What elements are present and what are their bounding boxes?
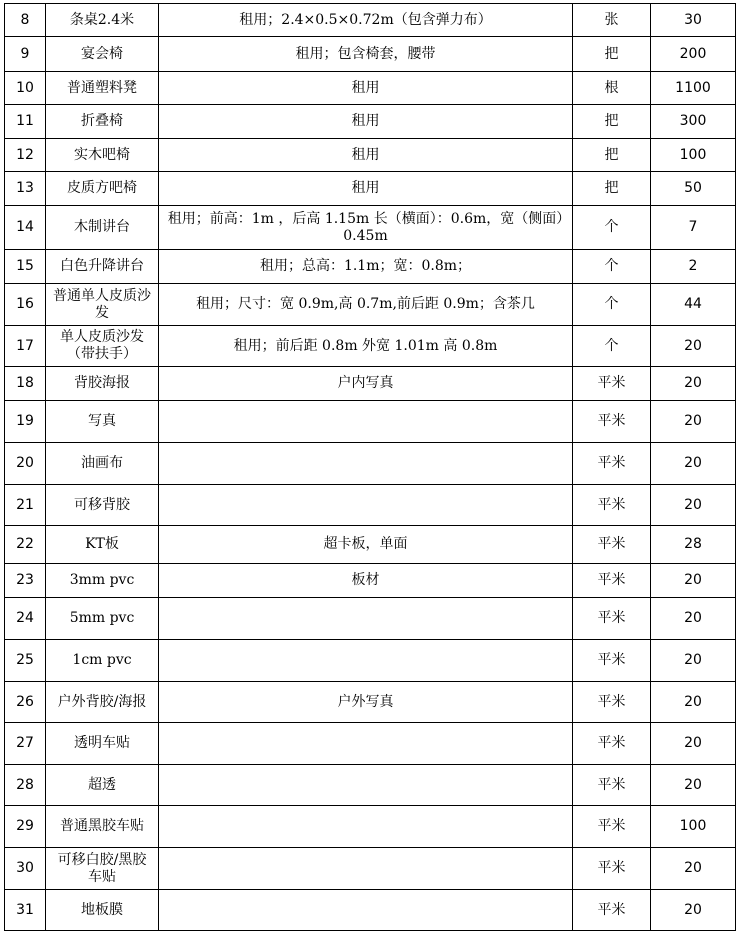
item-spec-cell: 租用；前后距 0.8m 外宽 1.01m 高 0.8m: [159, 326, 573, 367]
item-name-cell: 折叠椅: [46, 105, 159, 139]
item-name-cell: 地板膜: [46, 890, 159, 931]
item-name-cell: 透明车贴: [46, 723, 159, 765]
item-unit-cell: 把: [573, 105, 651, 139]
item-unit-cell: 平米: [573, 485, 651, 526]
item-unit-cell: 平米: [573, 640, 651, 682]
row-number-cell: 25: [5, 640, 46, 682]
item-name-cell: KT板: [46, 526, 159, 564]
item-spec-cell: 租用: [159, 72, 573, 105]
table-row: [5, 640, 736, 682]
item-spec-cell: [159, 640, 573, 682]
row-number-cell: 10: [5, 72, 46, 105]
item-quantity-cell: 2: [651, 250, 736, 284]
item-name-cell: 户外背胶/海报: [46, 682, 159, 723]
item-spec-cell: [159, 443, 573, 485]
item-unit-cell: 个: [573, 250, 651, 284]
row-number-cell: 8: [5, 4, 46, 37]
item-spec-cell: 租用: [159, 172, 573, 206]
row-number-cell: 23: [5, 564, 46, 598]
item-unit-cell: 张: [573, 4, 651, 37]
item-name-cell: 普通塑料凳: [46, 72, 159, 105]
table-row: [5, 4, 736, 37]
item-spec-cell: 超卡板，单面: [159, 526, 573, 564]
item-quantity-cell: 20: [651, 443, 736, 485]
item-name-cell: 可移白胶/黑胶车贴: [46, 848, 159, 890]
item-spec-cell: [159, 806, 573, 848]
item-quantity-cell: 100: [651, 139, 736, 172]
row-number-cell: 13: [5, 172, 46, 206]
row-number-cell: 12: [5, 139, 46, 172]
item-name-cell: 条桌2.4米: [46, 4, 159, 37]
table-row: [5, 172, 736, 206]
item-name-cell: 超透: [46, 765, 159, 806]
item-unit-cell: 个: [573, 326, 651, 367]
item-quantity-cell: 1100: [651, 72, 736, 105]
item-quantity-cell: 50: [651, 172, 736, 206]
item-unit-cell: 平米: [573, 443, 651, 485]
table-row: [5, 367, 736, 401]
item-spec-cell: 户内写真: [159, 367, 573, 401]
item-quantity-cell: 30: [651, 4, 736, 37]
item-spec-cell: [159, 401, 573, 443]
item-name-cell: 宴会椅: [46, 37, 159, 72]
item-unit-cell: 平米: [573, 682, 651, 723]
row-number-cell: 18: [5, 367, 46, 401]
item-quantity-cell: 20: [651, 485, 736, 526]
item-unit-cell: 平米: [573, 564, 651, 598]
row-number-cell: 15: [5, 250, 46, 284]
row-number-cell: 17: [5, 326, 46, 367]
item-spec-cell: [159, 485, 573, 526]
item-quantity-cell: 20: [651, 564, 736, 598]
item-unit-cell: 平米: [573, 890, 651, 931]
table-row: [5, 848, 736, 890]
item-unit-cell: 把: [573, 172, 651, 206]
item-spec-cell: 租用；包含椅套，腰带: [159, 37, 573, 72]
table-row: [5, 37, 736, 72]
item-name-cell: 皮质方吧椅: [46, 172, 159, 206]
row-number-cell: 14: [5, 206, 46, 250]
table-row: [5, 682, 736, 723]
item-quantity-cell: 20: [651, 598, 736, 640]
row-number-cell: 30: [5, 848, 46, 890]
row-number-cell: 28: [5, 765, 46, 806]
item-quantity-cell: 200: [651, 37, 736, 72]
row-number-cell: 27: [5, 723, 46, 765]
item-unit-cell: 平米: [573, 723, 651, 765]
item-quantity-cell: 20: [651, 640, 736, 682]
table-row: [5, 723, 736, 765]
row-number-cell: 9: [5, 37, 46, 72]
row-number-cell: 16: [5, 284, 46, 326]
table-row: [5, 485, 736, 526]
item-quantity-cell: 44: [651, 284, 736, 326]
item-name-cell: 3mm pvc: [46, 564, 159, 598]
item-quantity-cell: 20: [651, 401, 736, 443]
item-quantity-cell: 300: [651, 105, 736, 139]
table-row: [5, 72, 736, 105]
table-row: [5, 250, 736, 284]
item-name-cell: 写真: [46, 401, 159, 443]
item-name-cell: 1cm pvc: [46, 640, 159, 682]
item-quantity-cell: 100: [651, 806, 736, 848]
item-unit-cell: 把: [573, 139, 651, 172]
item-quantity-cell: 20: [651, 765, 736, 806]
table-row: [5, 206, 736, 250]
item-spec-cell: 租用: [159, 105, 573, 139]
item-quantity-cell: 20: [651, 367, 736, 401]
item-unit-cell: 平米: [573, 401, 651, 443]
item-name-cell: 实木吧椅: [46, 139, 159, 172]
table-row: [5, 443, 736, 485]
item-quantity-cell: 20: [651, 723, 736, 765]
item-spec-cell: [159, 765, 573, 806]
item-quantity-cell: 20: [651, 326, 736, 367]
item-spec-cell: [159, 848, 573, 890]
item-unit-cell: 平米: [573, 806, 651, 848]
item-name-cell: 普通黑胶车贴: [46, 806, 159, 848]
item-quantity-cell: 28: [651, 526, 736, 564]
row-number-cell: 11: [5, 105, 46, 139]
item-spec-cell: [159, 723, 573, 765]
table-row: [5, 890, 736, 931]
table-row: [5, 139, 736, 172]
items-table: [4, 3, 736, 931]
item-unit-cell: 个: [573, 284, 651, 326]
row-number-cell: 24: [5, 598, 46, 640]
item-name-cell: 白色升降讲台: [46, 250, 159, 284]
row-number-cell: 19: [5, 401, 46, 443]
item-spec-cell: 租用；2.4×0.5×0.72m（包含弹力布）: [159, 4, 573, 37]
item-unit-cell: 平米: [573, 367, 651, 401]
table-row: [5, 598, 736, 640]
item-quantity-cell: 7: [651, 206, 736, 250]
item-name-cell: 普通单人皮质沙发: [46, 284, 159, 326]
item-unit-cell: 个: [573, 206, 651, 250]
table-row: [5, 326, 736, 367]
table-row: [5, 105, 736, 139]
item-unit-cell: 平米: [573, 765, 651, 806]
table-row: [5, 806, 736, 848]
item-unit-cell: 平米: [573, 526, 651, 564]
item-spec-cell: [159, 598, 573, 640]
items-table-body: [5, 4, 736, 931]
item-name-cell: 5mm pvc: [46, 598, 159, 640]
row-number-cell: 21: [5, 485, 46, 526]
item-name-cell: 木制讲台: [46, 206, 159, 250]
item-spec-cell: 户外写真: [159, 682, 573, 723]
item-name-cell: 单人皮质沙发（带扶手）: [46, 326, 159, 367]
item-spec-cell: 租用；总高：1.1m；宽：0.8m；: [159, 250, 573, 284]
row-number-cell: 29: [5, 806, 46, 848]
table-row: [5, 401, 736, 443]
item-unit-cell: 把: [573, 37, 651, 72]
item-name-cell: 背胶海报: [46, 367, 159, 401]
item-quantity-cell: 20: [651, 848, 736, 890]
item-unit-cell: 根: [573, 72, 651, 105]
row-number-cell: 31: [5, 890, 46, 931]
item-name-cell: 可移背胶: [46, 485, 159, 526]
item-quantity-cell: 20: [651, 682, 736, 723]
item-unit-cell: 平米: [573, 848, 651, 890]
row-number-cell: 20: [5, 443, 46, 485]
item-unit-cell: 平米: [573, 598, 651, 640]
item-spec-cell: 租用；尺寸：宽 0.9m,高 0.7m,前后距 0.9m；含茶几: [159, 284, 573, 326]
table-row: [5, 526, 736, 564]
table-row: [5, 765, 736, 806]
item-spec-cell: 租用；前高：1m ，后高 1.15m 长（横面）：0.6m，宽（侧面）0.45m: [159, 206, 573, 250]
item-spec-cell: 板材: [159, 564, 573, 598]
item-name-cell: 油画布: [46, 443, 159, 485]
item-spec-cell: 租用: [159, 139, 573, 172]
row-number-cell: 22: [5, 526, 46, 564]
row-number-cell: 26: [5, 682, 46, 723]
table-row: [5, 564, 736, 598]
table-row: [5, 284, 736, 326]
item-spec-cell: [159, 890, 573, 931]
item-quantity-cell: 20: [651, 890, 736, 931]
